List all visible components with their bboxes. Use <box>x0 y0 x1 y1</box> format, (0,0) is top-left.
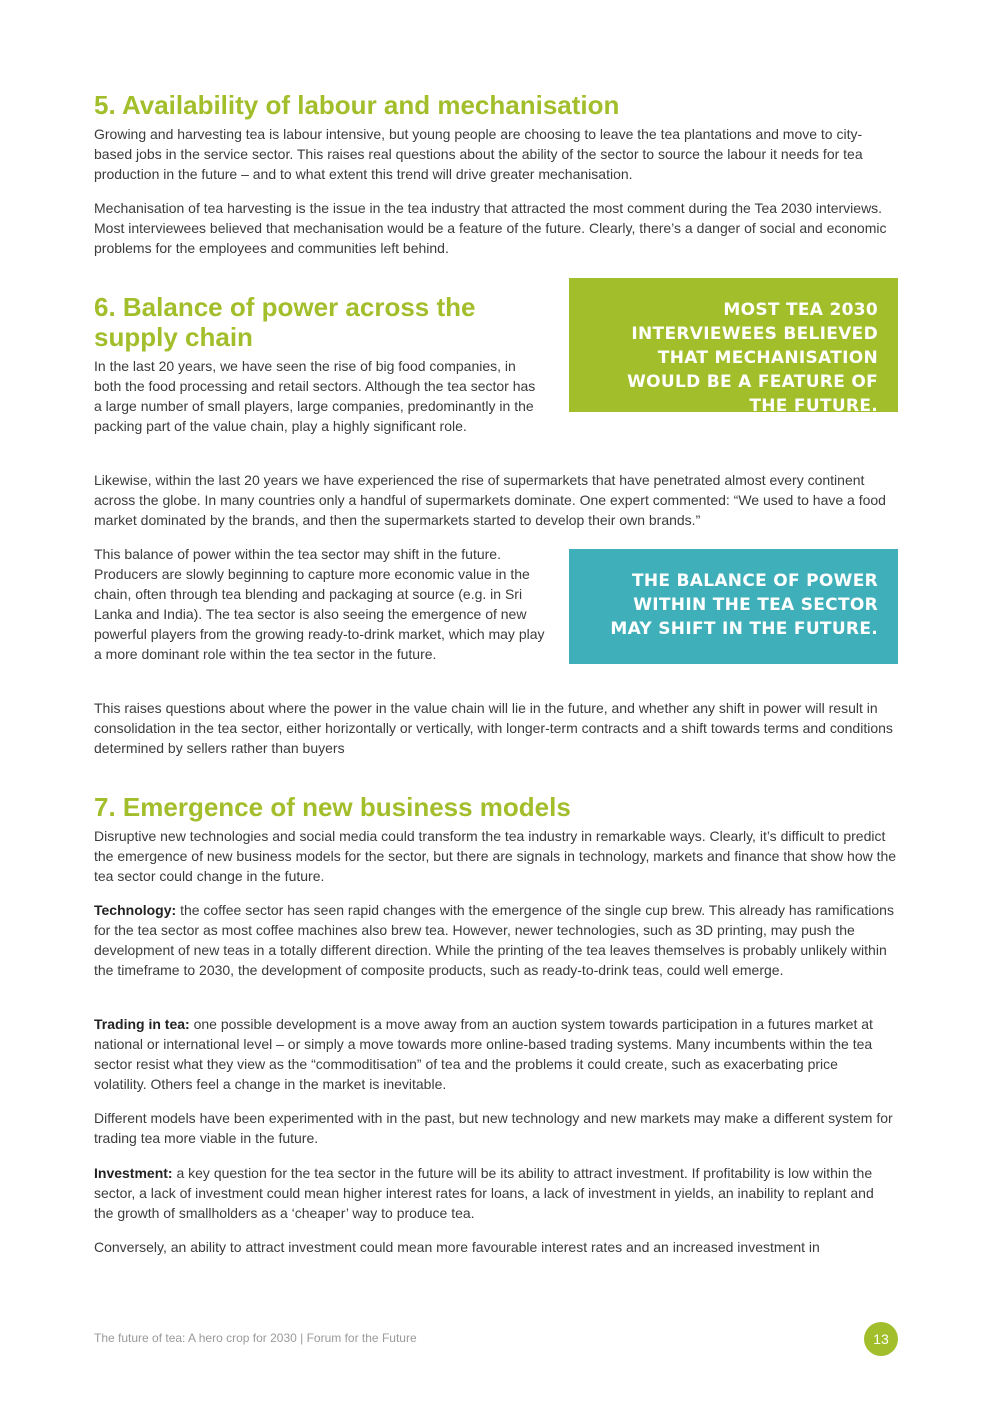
investment-label: Investment: <box>94 1165 173 1181</box>
section-6-paragraph-4: This raises questions about where the power in the value chain will lie in the future, and whether any shift in power will result in consolidation in the tea sector, either horizontally or vertically, with longer-term contracts and a shift towards terms and conditions determined by sellers rather than buyers <box>94 700 893 756</box>
investment-paragraph <box>94 1163 894 1223</box>
section-6-paragraph-1: In the last 20 years, we have seen the rise of big food companies, in both the food processing and retail sectors. Although the tea sector has a large number of small players, large companies, predominantly in the packing part of the value chain, play a highly significant role. <box>94 358 536 434</box>
pull-quote-mechanisation-text: MOST TEA 2030 INTERVIEWEES BELIEVED THAT MECHANISATION WOULD BE A FEATURE OF THE FUTURE. <box>627 300 878 416</box>
section-6-paragraph-3: This balance of power within the tea sector may shift in the future. Producers are slowly beginning to capture more economic value in the chain, often through tea blending and packaging at source (e.g. in Sri Lanka and India). The tea sector is also seeing the emergence of new powerful players from the growing ready-to-drink market, which may play a more dominant role within the tea sector in the future. <box>94 546 545 662</box>
pull-quote-mechanisation <box>569 278 898 416</box>
footer-title: The future of tea: A hero crop for 2030 | Forum for the Future <box>94 1331 417 1345</box>
trading-models-paragraph: Different models have been experimented with in the past, but new technology and new markets may make a different system for trading tea more viable in the future. <box>94 1110 893 1146</box>
trading-text: one possible development is a move away from an auction system towards participation in a futures market at national or international level – or simply a move towards more online-based trading systems. Many incumbents within the tea sector resist what they view as the “commoditisation” of tea and the problems it could create, such as exacerbating price volatility. Others feel a change in the market is inevitable. <box>94 1016 873 1092</box>
section-5-paragraph-1: Growing and harvesting tea is labour intensive, but young people are choosing to leave the tea plantations and move to city-based jobs in the service sector. This raises real questions about the ability of the sector to source the labour it needs for tea production in the future – and to what extent this trend will drive greater mechanisation. <box>94 126 863 182</box>
section-7-paragraph-1: Disruptive new technologies and social media could transform the tea industry in remarkable ways. Clearly, it’s difficult to predict the emergence of new business models for the sector, but there are signals in technology, markets and finance that show how the tea sector could change in the future. <box>94 828 897 884</box>
trading-paragraph <box>94 1014 894 1094</box>
trading-label: Trading in tea: <box>94 1016 190 1032</box>
technology-paragraph <box>94 900 894 980</box>
pull-quote-balance-of-power <box>569 549 898 664</box>
section-6-paragraph-2: Likewise, within the last 20 years we have experienced the rise of supermarkets that have penetrated almost every continent across the globe. In many countries only a handful of supermarkets dominate. One expert commented: “We used to have a food market dominated by the brands, and then the supermarkets started to develop their own brands.” <box>94 472 886 528</box>
section-6-heading: 6. Balance of power across the supply chain <box>94 292 476 352</box>
section-7-heading: 7. Emergence of new business models <box>94 792 571 822</box>
section-5-heading: 5. Availability of labour and mechanisation <box>94 90 620 120</box>
investment-conversely-paragraph: Conversely, an ability to attract investment could mean more favourable interest rates and an increased investment in <box>94 1239 820 1255</box>
pull-quote-balance-of-power-text: THE BALANCE OF POWER WITHIN THE TEA SECTOR MAY SHIFT IN THE FUTURE. <box>610 571 878 639</box>
page-number-badge: 13 <box>864 1322 898 1356</box>
section-5-paragraph-2: Mechanisation of tea harvesting is the issue in the tea industry that attracted the most comment during the Tea 2030 interviews. Most interviewees believed that mechanisation would be a feature of the future. Clearly, there’s a danger of social and economic problems for the employees and communities left behind. <box>94 200 887 256</box>
technology-label: Technology: <box>94 902 177 918</box>
investment-text: a key question for the tea sector in the future will be its ability to attract investment. If profitability is low within the sector, a lack of investment could mean higher interest rates for loans, a lack of investment in yields, an inability to replant and the growth of smallholders as a ‘cheaper’ way to produce tea. <box>94 1165 874 1221</box>
technology-text: the coffee sector has seen rapid changes with the emergence of the single cup brew. This already has ramifications for the tea sector as most coffee machines also brew tea. However, newer technologies, such as 3D printing, may push the development of new teas in a totally different direction. While the printing of the tea leaves themselves is probably unlikely within the timeframe to 2030, the development of composite products, such as ready-to-drink teas, could well emerge. <box>94 902 894 978</box>
